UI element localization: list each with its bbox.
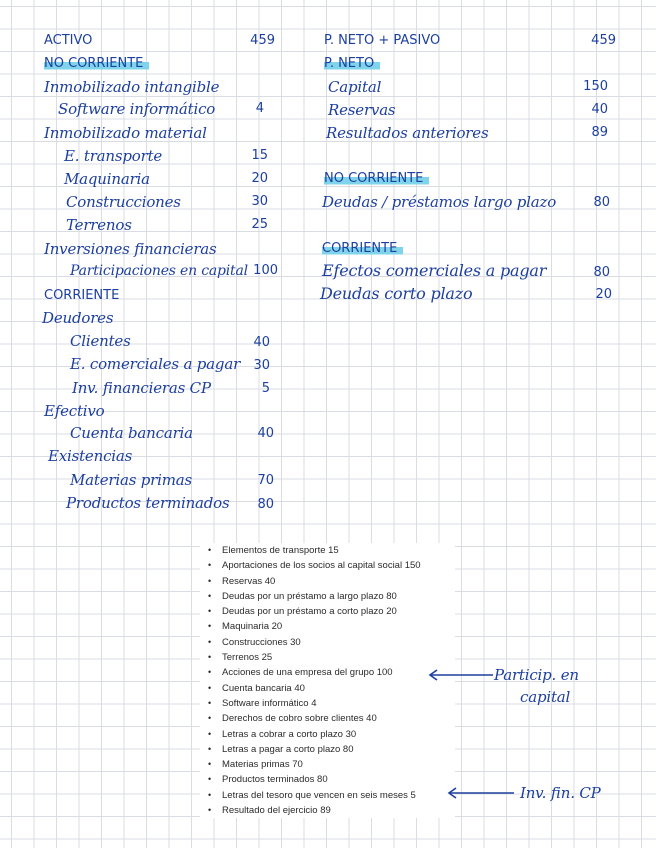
- capital-value: 150: [583, 79, 608, 94]
- arrow-left-icon: [425, 668, 495, 682]
- list-item: • Deudas por un préstamo a largo plazo 80: [200, 589, 455, 604]
- list-item: • Materias primas 70: [200, 757, 455, 772]
- printed-list-paper: [200, 543, 455, 818]
- participaciones-value: 100: [253, 263, 278, 278]
- pneto-pasivo-heading: P. NETO + PASIVO: [324, 33, 441, 48]
- maquinaria-value: 20: [251, 171, 268, 186]
- inv-fin-cp-label: Inv. financieras CP: [72, 379, 211, 397]
- reservas-label: Reservas: [328, 101, 396, 119]
- deudas-lp-label: Deudas / préstamos largo plazo: [322, 193, 557, 211]
- cuenta-bancaria-label: Cuenta bancaria: [70, 424, 193, 442]
- annotation-capital: capital: [520, 688, 571, 706]
- software-value: 4: [255, 101, 264, 116]
- deudas-cp-label: Deudas corto plazo: [320, 284, 473, 303]
- list-item: • Productos terminados 80: [200, 772, 455, 787]
- existencias-label: Existencias: [48, 447, 133, 465]
- list-item: • Resultado del ejercicio 89: [200, 803, 455, 818]
- efectivo-label: Efectivo: [44, 402, 105, 420]
- productos-label: Productos terminados: [66, 494, 230, 512]
- list-item: • Construcciones 30: [200, 635, 455, 650]
- list-item: • Reservas 40: [200, 574, 455, 589]
- list-item: • Cuenta bancaria 40: [200, 681, 455, 696]
- deudas-cp-value: 20: [595, 287, 612, 302]
- annotation-particip: Particip. en: [494, 666, 579, 684]
- list-item: • Software informático 4: [200, 696, 455, 711]
- corriente-heading: CORRIENTE: [44, 288, 120, 303]
- materias-primas-label: Materias primas: [70, 471, 193, 489]
- resultados-value: 89: [591, 125, 608, 140]
- construcciones-label: Construcciones: [66, 193, 181, 211]
- list-item: • Letras a pagar a corto plazo 80: [200, 742, 455, 757]
- cuenta-bancaria-value: 40: [257, 426, 274, 441]
- clientes-label: Clientes: [70, 332, 131, 350]
- efectos-label: Efectos comerciales a pagar: [322, 261, 547, 280]
- no-corriente-heading: NO CORRIENTE: [44, 55, 149, 73]
- terrenos-value: 25: [251, 217, 268, 232]
- e-comerciales-value: 30: [253, 358, 270, 373]
- list-item: • Elementos de transporte 15: [200, 543, 455, 558]
- inm-intangible-label: Inmobilizado intangible: [44, 78, 220, 96]
- activo-heading: ACTIVO: [44, 33, 93, 48]
- printed-list: [200, 543, 455, 818]
- maquinaria-label: Maquinaria: [64, 170, 150, 188]
- inv-fin-cp-value: 5: [261, 381, 270, 396]
- activo-total: 459: [250, 33, 275, 48]
- list-item: • Letras del tesoro que vencen en seis meses 5: [200, 788, 455, 803]
- terrenos-label: Terrenos: [66, 216, 132, 234]
- list-item: • Aportaciones de los socios al capital social 150: [200, 558, 455, 573]
- productos-value: 80: [257, 497, 274, 512]
- right-no-corriente-heading: NO CORRIENTE: [324, 170, 429, 188]
- pneto-pasivo-total: 459: [591, 33, 616, 48]
- list-item: • Terrenos 25: [200, 650, 455, 665]
- e-comerciales-label: E. comerciales a pagar: [70, 355, 241, 373]
- list-item: • Deudas por un préstamo a corto plazo 20: [200, 604, 455, 619]
- annotation-inv-fin: Inv. fin. CP: [520, 784, 601, 802]
- capital-label: Capital: [328, 78, 382, 96]
- list-item: • Acciones de una empresa del grupo 100: [200, 665, 455, 680]
- e-transporte-label: E. transporte: [64, 147, 163, 165]
- participaciones-label: Participaciones en capital: [70, 263, 248, 279]
- materias-primas-value: 70: [257, 473, 274, 488]
- deudores-label: Deudores: [42, 309, 114, 327]
- construcciones-value: 30: [251, 194, 268, 209]
- list-item: • Maquinaria 20: [200, 619, 455, 634]
- list-item: • Letras a cobrar a corto plazo 30: [200, 727, 455, 742]
- e-transporte-value: 15: [251, 148, 268, 163]
- list-item: • Derechos de cobro sobre clientes 40: [200, 711, 455, 726]
- deudas-lp-value: 80: [593, 195, 610, 210]
- software-label: Software informático: [58, 100, 216, 118]
- arrow-left-icon: [444, 786, 516, 800]
- inv-financieras-label: Inversiones financieras: [44, 240, 217, 258]
- inm-material-label: Inmobilizado material: [44, 124, 207, 142]
- resultados-label: Resultados anteriores: [326, 124, 489, 142]
- reservas-value: 40: [591, 102, 608, 117]
- pneto-heading: P. NETO: [324, 55, 380, 73]
- right-corriente-heading: CORRIENTE: [322, 240, 403, 258]
- clientes-value: 40: [253, 335, 270, 350]
- efectos-value: 80: [593, 265, 610, 280]
